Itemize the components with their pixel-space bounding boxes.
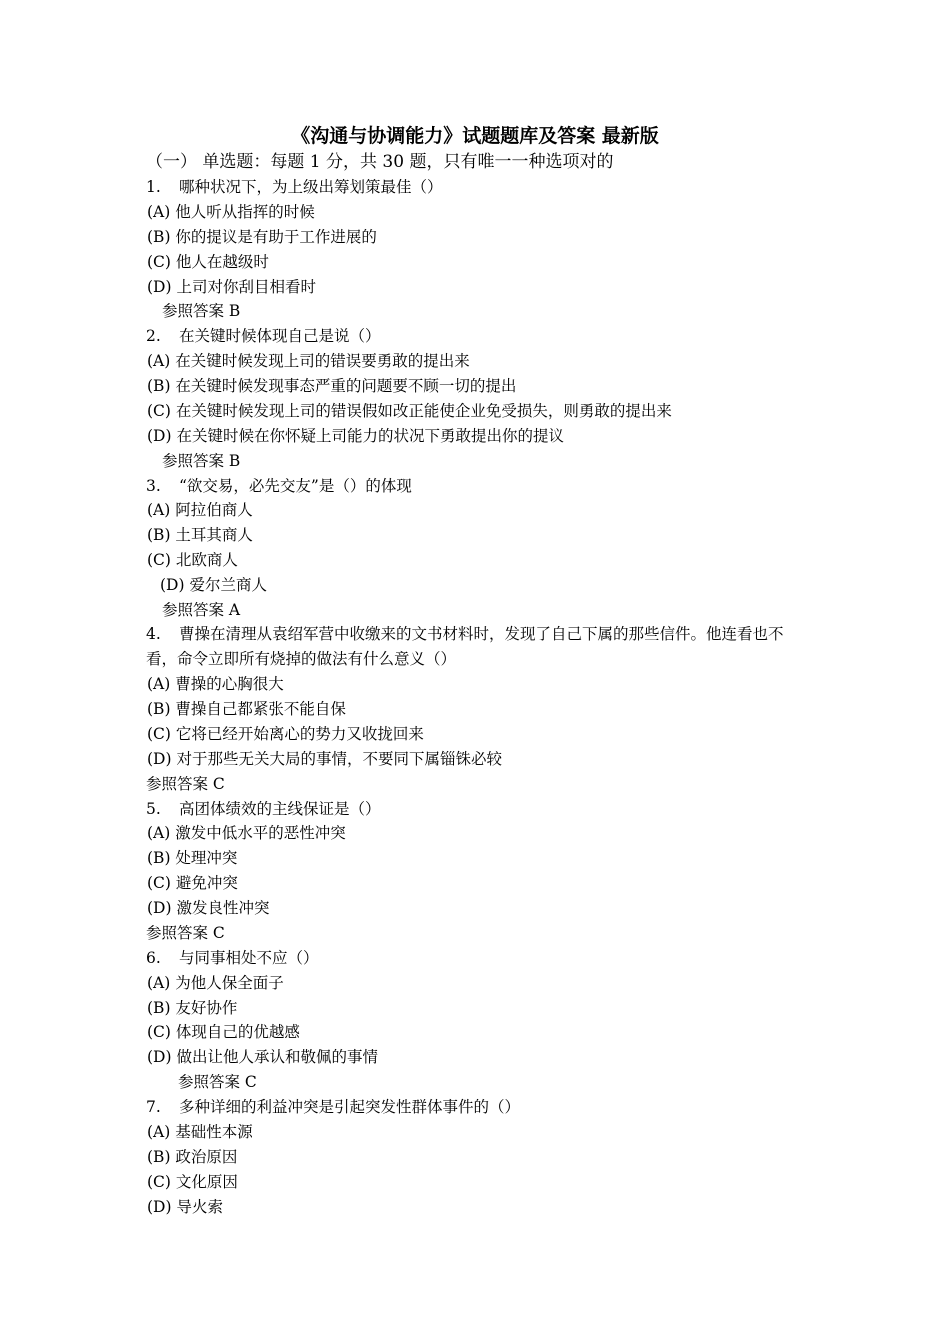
document-title: 《沟通与协调能力》试题题库及答案 最新版 [291, 125, 659, 147]
option-b: (B) 土耳其商人 [147, 526, 253, 544]
answer: 参照答案 B [162, 452, 241, 470]
option-c: (C) 避免冲突 [147, 874, 238, 892]
question-text: 多种详细的利益冲突是引起突发性群体事件的（） [179, 1098, 521, 1116]
question-7 [146, 1095, 520, 1119]
option-a: (A) 激发中低水平的恶性冲突 [147, 824, 346, 842]
answer: 参照答案 B [162, 302, 241, 320]
question-number: 2. [146, 327, 161, 345]
section-heading: （一） 单选题：每题 1 分，共 30 题，只有唯一一种选项对的 [146, 152, 614, 172]
option-c: (C) 北欧商人 [147, 551, 238, 569]
option-a: (A) 阿拉伯商人 [147, 501, 253, 519]
option-b: (B) 你的提议是有助于工作进展的 [147, 228, 377, 246]
question-text: 高团体绩效的主线保证是（） [179, 800, 381, 818]
question-text: “欲交易，必先交友”是（）的体现 [179, 477, 412, 495]
option-d: (D) 做出让他人承认和敬佩的事情 [147, 1048, 378, 1066]
answer: 参照答案 C [146, 924, 225, 942]
question-2 [146, 324, 381, 348]
option-d: (D) 在关键时候在你怀疑上司能力的状况下勇敢提出你的提议 [147, 427, 564, 445]
option-c: (C) 他人在越级时 [147, 253, 269, 271]
option-b: (B) 在关键时候发现事态严重的问题要不顾一切的提出 [147, 377, 517, 395]
option-c: (C) 它将已经开始离心的势力又收拢回来 [147, 725, 424, 743]
question-number: 5. [146, 800, 161, 818]
answer: 参照答案 C [146, 775, 225, 793]
question-1 [146, 175, 443, 199]
answer: 参照答案 A [162, 601, 241, 619]
option-b: (B) 处理冲突 [147, 849, 238, 867]
option-d: (D) 上司对你刮目相看时 [147, 278, 316, 296]
question-text: 在关键时候体现自己是说（） [179, 327, 381, 345]
question-text: 与同事相处不应（） [179, 949, 319, 967]
answer: 参照答案 C [178, 1073, 257, 1091]
option-a: (A) 他人听从指挥的时候 [147, 203, 315, 221]
question-5 [146, 797, 381, 821]
question-number: 4. [146, 625, 161, 643]
option-a: (A) 曹操的心胸很大 [147, 675, 284, 693]
question-text: 哪种状况下，为上级出筹划策最佳（） [179, 178, 443, 196]
question-number: 3. [146, 477, 161, 495]
option-c: (C) 体现自己的优越感 [147, 1023, 300, 1041]
option-b: (B) 友好协作 [147, 999, 238, 1017]
option-a: (A) 基础性本源 [147, 1123, 253, 1141]
option-b: (B) 政治原因 [147, 1148, 238, 1166]
question-text: 曹操在清理从袁绍军营中收缴来的文书材料时，发现了自己下属的那些信件。他连看也不看，命令立即所有烧掉的做法有什么意义（） [146, 625, 784, 668]
option-d: (D) 导火索 [147, 1198, 223, 1216]
option-c: (C) 文化原因 [147, 1173, 238, 1191]
question-number: 7. [146, 1098, 161, 1116]
option-d: (D) 爱尔兰商人 [160, 576, 267, 594]
option-a: (A) 为他人保全面子 [147, 974, 284, 992]
option-a: (A) 在关键时候发现上司的错误要勇敢的提出来 [147, 352, 470, 370]
question-4 [146, 622, 811, 671]
option-b: (B) 曹操自己都紧张不能自保 [147, 700, 346, 718]
option-d: (D) 对于那些无关大局的事情，不要同下属锱铢必较 [147, 750, 502, 768]
question-6 [146, 946, 319, 970]
question-number: 6. [146, 949, 161, 967]
question-number: 1. [146, 178, 161, 196]
question-3 [146, 474, 412, 498]
option-c: (C) 在关键时候发现上司的错误假如改正能使企业免受损失，则勇敢的提出来 [147, 402, 672, 420]
option-d: (D) 激发良性冲突 [147, 899, 270, 917]
